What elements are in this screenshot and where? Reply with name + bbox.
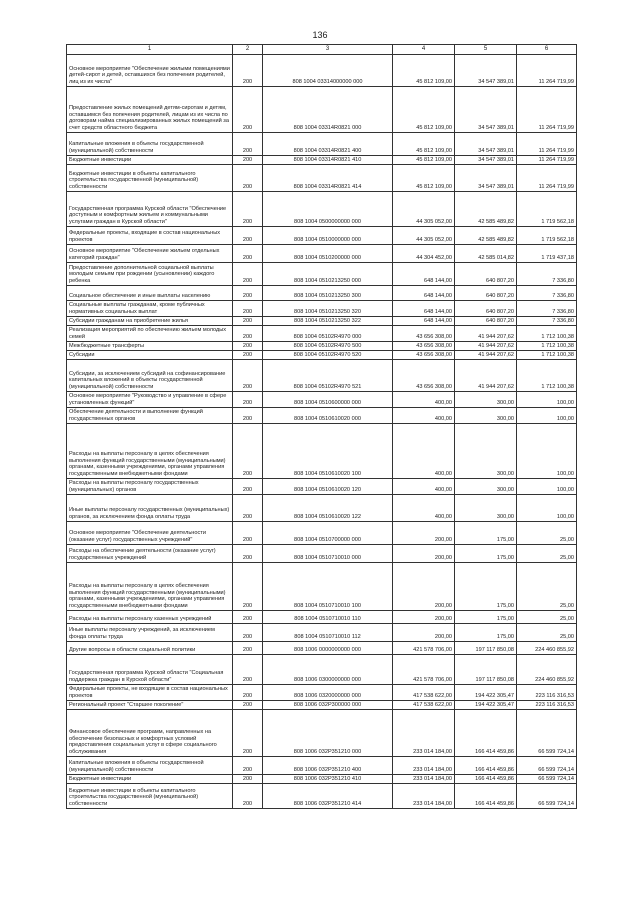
row-executed-amount: 300,00 [455, 424, 517, 479]
row-line-code: 200 [233, 408, 263, 424]
row-approved-amount: 400,00 [393, 424, 455, 479]
row-executed-amount: 42 585 014,82 [455, 245, 517, 263]
table-row [67, 192, 577, 227]
row-unexecuted-amount: 7 336,80 [517, 301, 577, 317]
row-line-code: 200 [233, 710, 263, 757]
row-line-code: 200 [233, 424, 263, 479]
row-unexecuted-amount: 11 264 719,99 [517, 55, 577, 87]
row-approved-amount: 421 578 706,00 [393, 655, 455, 685]
row-executed-amount: 640 807,20 [455, 317, 517, 326]
row-line-code: 200 [233, 286, 263, 301]
row-executed-amount: 42 585 489,82 [455, 192, 517, 227]
header-row [67, 45, 577, 55]
row-executed-amount: 175,00 [455, 563, 517, 611]
row-unexecuted-amount: 100,00 [517, 424, 577, 479]
row-line-code: 200 [233, 655, 263, 685]
table-row [67, 757, 577, 775]
row-classification-code: 808 1006 0000000000 000 [263, 642, 393, 655]
row-line-code: 200 [233, 301, 263, 317]
table-row [67, 655, 577, 685]
row-executed-amount: 194 422 305,47 [455, 685, 517, 701]
row-name: Социальные выплаты гражданам, кроме публичных нормативных социальных выплат [67, 301, 233, 317]
row-approved-amount: 648 144,00 [393, 286, 455, 301]
row-unexecuted-amount: 223 116 316,53 [517, 685, 577, 701]
table-row [67, 301, 577, 317]
row-classification-code: 808 1004 03314R0821 000 [263, 87, 393, 133]
row-approved-amount: 421 578 706,00 [393, 642, 455, 655]
row-approved-amount: 200,00 [393, 624, 455, 642]
row-executed-amount: 300,00 [455, 408, 517, 424]
row-name: Социальное обеспечение и иные выплаты населению [67, 286, 233, 301]
row-unexecuted-amount: 223 116 316,53 [517, 701, 577, 710]
row-executed-amount: 175,00 [455, 624, 517, 642]
row-line-code: 200 [233, 326, 263, 342]
row-approved-amount: 44 305 052,00 [393, 227, 455, 245]
row-unexecuted-amount: 1 719 437,18 [517, 245, 577, 263]
row-executed-amount: 42 585 489,82 [455, 227, 517, 245]
row-line-code: 200 [233, 701, 263, 710]
row-approved-amount: 200,00 [393, 611, 455, 624]
row-unexecuted-amount: 11 264 719,99 [517, 133, 577, 156]
row-approved-amount: 200,00 [393, 522, 455, 545]
row-unexecuted-amount: 100,00 [517, 392, 577, 408]
row-unexecuted-amount: 66 599 724,14 [517, 784, 577, 809]
row-unexecuted-amount: 25,00 [517, 545, 577, 563]
table-row [67, 624, 577, 642]
row-line-code: 200 [233, 624, 263, 642]
table-row [67, 263, 577, 286]
row-executed-amount: 41 944 207,62 [455, 360, 517, 392]
budget-execution-table [66, 44, 577, 809]
row-line-code: 200 [233, 392, 263, 408]
row-name: Предоставление дополнительной социальной выплаты молодым семьям при рождении (усыновлении) каждого ребенка [67, 263, 233, 286]
row-approved-amount: 648 144,00 [393, 263, 455, 286]
row-line-code: 200 [233, 133, 263, 156]
row-name: Субсидии, за исключением субсидий на софинансирование капитальных вложений в объекты государственной (муниципальной) собственности [67, 360, 233, 392]
row-unexecuted-amount: 100,00 [517, 408, 577, 424]
table-row [67, 563, 577, 611]
header-col-1: 1 [67, 45, 233, 55]
row-executed-amount: 41 944 207,62 [455, 342, 517, 351]
row-unexecuted-amount: 1 712 100,38 [517, 342, 577, 351]
row-approved-amount: 233 014 184,00 [393, 775, 455, 784]
row-executed-amount: 34 547 389,01 [455, 156, 517, 165]
row-executed-amount: 166 414 459,86 [455, 757, 517, 775]
row-name: Государственная программа Курской области "Социальная поддержка граждан в Курской области" [67, 655, 233, 685]
row-classification-code: 808 1004 03314R0821 410 [263, 156, 393, 165]
table-row [67, 611, 577, 624]
row-name: Обеспечение деятельности и выполнение функций государственных органов [67, 408, 233, 424]
row-classification-code: 808 1004 05102R4970 520 [263, 351, 393, 360]
row-approved-amount: 45 812 109,00 [393, 165, 455, 192]
row-unexecuted-amount: 1 712 100,38 [517, 351, 577, 360]
table-row [67, 775, 577, 784]
row-executed-amount: 34 547 389,01 [455, 55, 517, 87]
row-name: Другие вопросы в области социальной политики [67, 642, 233, 655]
row-approved-amount: 45 812 109,00 [393, 133, 455, 156]
row-name: Федеральные проекты, входящие в состав национальных проектов [67, 227, 233, 245]
row-unexecuted-amount: 25,00 [517, 522, 577, 545]
row-line-code: 200 [233, 317, 263, 326]
row-unexecuted-amount: 1 719 562,18 [517, 192, 577, 227]
row-classification-code: 808 1004 0510610020 120 [263, 479, 393, 495]
row-name: Межбюджетные трансферты [67, 342, 233, 351]
row-executed-amount: 197 117 850,08 [455, 655, 517, 685]
row-executed-amount: 41 944 207,62 [455, 326, 517, 342]
row-executed-amount: 34 547 389,01 [455, 87, 517, 133]
table-row [67, 55, 577, 87]
row-classification-code: 808 1004 0510213250 300 [263, 286, 393, 301]
row-name: Капитальные вложения в объекты государственной (муниципальной) собственности [67, 133, 233, 156]
row-classification-code: 808 1004 03314R0821 400 [263, 133, 393, 156]
header-col-2: 2 [233, 45, 263, 55]
table-row [67, 392, 577, 408]
row-name: Основное мероприятие "Обеспечение жилыми помещениями детей-сирот и детей, оставшихся без попечения родителей, лиц из их числа" [67, 55, 233, 87]
row-line-code: 200 [233, 775, 263, 784]
row-unexecuted-amount: 100,00 [517, 495, 577, 522]
row-unexecuted-amount: 11 264 719,99 [517, 87, 577, 133]
row-unexecuted-amount: 11 264 719,99 [517, 156, 577, 165]
table-row [67, 156, 577, 165]
row-name: Основное мероприятие "Обеспечение деятельности (оказание услуг) государственных учреждений" [67, 522, 233, 545]
row-approved-amount: 200,00 [393, 545, 455, 563]
row-unexecuted-amount: 7 336,80 [517, 286, 577, 301]
row-name: Субсидии [67, 351, 233, 360]
row-classification-code: 808 1004 0510213250 320 [263, 301, 393, 317]
table-row [67, 342, 577, 351]
row-executed-amount: 41 944 207,62 [455, 351, 517, 360]
row-classification-code: 808 1006 0320000000 000 [263, 685, 393, 701]
row-executed-amount: 34 547 389,01 [455, 165, 517, 192]
row-classification-code: 808 1006 032P351210 000 [263, 710, 393, 757]
table-row [67, 87, 577, 133]
row-executed-amount: 175,00 [455, 611, 517, 624]
row-approved-amount: 45 812 109,00 [393, 55, 455, 87]
row-line-code: 200 [233, 784, 263, 809]
row-name: Предоставление жилых помещений детям-сиротам и детям, оставшимся без попечения родителей, лицам из их числа по договорам найма специализированных жилых помещений за счет средств областного бюджета [67, 87, 233, 133]
row-line-code: 200 [233, 165, 263, 192]
row-executed-amount: 197 117 850,08 [455, 642, 517, 655]
row-approved-amount: 45 812 109,00 [393, 87, 455, 133]
row-name: Расходы на выплаты персоналу в целях обеспечения выполнения функций государственными (муниципальными) органами, казенными учреждениями, органами управления государственными внебюджетными фондами [67, 424, 233, 479]
table-body [67, 55, 577, 809]
row-classification-code: 808 1004 0510610020 000 [263, 408, 393, 424]
row-classification-code: 808 1004 0510710010 112 [263, 624, 393, 642]
row-name: Финансовое обеспечение программ, направленных на обеспечение безопасных и комфортных условий предоставления социальных услуг в сфере социального обслуживания [67, 710, 233, 757]
row-unexecuted-amount: 7 336,80 [517, 317, 577, 326]
row-line-code: 200 [233, 342, 263, 351]
row-line-code: 200 [233, 545, 263, 563]
row-executed-amount: 166 414 459,86 [455, 784, 517, 809]
row-unexecuted-amount: 25,00 [517, 611, 577, 624]
row-name: Бюджетные инвестиции [67, 775, 233, 784]
row-classification-code: 808 1006 032P300000 000 [263, 701, 393, 710]
row-unexecuted-amount: 7 336,80 [517, 263, 577, 286]
row-approved-amount: 233 014 184,00 [393, 757, 455, 775]
row-classification-code: 808 1004 0510700000 000 [263, 522, 393, 545]
row-approved-amount: 400,00 [393, 408, 455, 424]
row-unexecuted-amount: 66 599 724,14 [517, 710, 577, 757]
row-executed-amount: 194 422 305,47 [455, 701, 517, 710]
row-unexecuted-amount: 66 599 724,14 [517, 757, 577, 775]
table-row [67, 495, 577, 522]
row-line-code: 200 [233, 495, 263, 522]
row-unexecuted-amount: 100,00 [517, 479, 577, 495]
row-name: Иные выплаты персоналу государственных (муниципальных) органов, за исключением фонда оплаты труда [67, 495, 233, 522]
row-executed-amount: 300,00 [455, 495, 517, 522]
header-col-4: 4 [393, 45, 455, 55]
row-name: Основное мероприятие "Обеспечение жильем отдельных категорий граждан" [67, 245, 233, 263]
row-approved-amount: 43 656 308,00 [393, 326, 455, 342]
row-classification-code: 808 1006 0300000000 000 [263, 655, 393, 685]
row-name: Региональный проект "Старшее поколение" [67, 701, 233, 710]
row-classification-code: 808 1004 05102R4970 000 [263, 326, 393, 342]
row-name: Иные выплаты персоналу учреждений, за исключением фонда оплаты труда [67, 624, 233, 642]
row-executed-amount: 175,00 [455, 522, 517, 545]
row-classification-code: 808 1004 0510610020 122 [263, 495, 393, 522]
row-approved-amount: 417 538 622,00 [393, 685, 455, 701]
row-approved-amount: 233 014 184,00 [393, 710, 455, 757]
row-classification-code: 808 1004 05102R4970 500 [263, 342, 393, 351]
table-row [67, 286, 577, 301]
row-executed-amount: 300,00 [455, 392, 517, 408]
row-unexecuted-amount: 66 599 724,14 [517, 775, 577, 784]
row-unexecuted-amount: 11 264 719,99 [517, 165, 577, 192]
row-line-code: 200 [233, 642, 263, 655]
row-classification-code: 808 1004 0510213250 000 [263, 263, 393, 286]
row-classification-code: 808 1004 03314R0821 414 [263, 165, 393, 192]
table-row [67, 133, 577, 156]
header-col-6: 6 [517, 45, 577, 55]
row-classification-code: 808 1004 05102R4970 521 [263, 360, 393, 392]
row-line-code: 200 [233, 479, 263, 495]
row-name: Бюджетные инвестиции [67, 156, 233, 165]
row-approved-amount: 44 305 052,00 [393, 192, 455, 227]
header-col-5: 5 [455, 45, 517, 55]
row-name: Бюджетные инвестиции в объекты капитального строительства государственной (муниципальной) собственности [67, 784, 233, 809]
row-unexecuted-amount: 25,00 [517, 563, 577, 611]
row-classification-code: 808 1004 0510000000 000 [263, 227, 393, 245]
table-row [67, 710, 577, 757]
row-line-code: 200 [233, 351, 263, 360]
row-approved-amount: 648 144,00 [393, 301, 455, 317]
row-line-code: 200 [233, 87, 263, 133]
table-row [67, 545, 577, 563]
row-approved-amount: 43 656 308,00 [393, 351, 455, 360]
table-header [67, 45, 577, 55]
row-approved-amount: 43 656 308,00 [393, 360, 455, 392]
row-classification-code: 808 1006 032P351210 400 [263, 757, 393, 775]
row-line-code: 200 [233, 685, 263, 701]
row-classification-code: 808 1004 0510213250 322 [263, 317, 393, 326]
row-executed-amount: 640 807,20 [455, 286, 517, 301]
row-name: Капитальные вложения в объекты государственной (муниципальной) собственности [67, 757, 233, 775]
row-unexecuted-amount: 224 460 855,92 [517, 642, 577, 655]
row-approved-amount: 400,00 [393, 495, 455, 522]
row-approved-amount: 200,00 [393, 563, 455, 611]
row-name: Расходы на выплаты персоналу казенных учреждений [67, 611, 233, 624]
row-approved-amount: 400,00 [393, 479, 455, 495]
row-line-code: 200 [233, 360, 263, 392]
row-approved-amount: 648 144,00 [393, 317, 455, 326]
table-row [67, 479, 577, 495]
row-name: Реализация мероприятий по обеспечению жильем молодых семей [67, 326, 233, 342]
table-row [67, 408, 577, 424]
row-line-code: 200 [233, 245, 263, 263]
row-name: Расходы на обеспечение деятельности (оказание услуг) государственных учреждений [67, 545, 233, 563]
row-executed-amount: 175,00 [455, 545, 517, 563]
row-approved-amount: 233 014 184,00 [393, 784, 455, 809]
row-line-code: 200 [233, 263, 263, 286]
table-row [67, 227, 577, 245]
row-unexecuted-amount: 1 712 100,38 [517, 326, 577, 342]
row-line-code: 200 [233, 55, 263, 87]
row-name: Расходы на выплаты персоналу государственных (муниципальных) органов [67, 479, 233, 495]
table-row [67, 165, 577, 192]
row-unexecuted-amount: 1 712 100,38 [517, 360, 577, 392]
row-unexecuted-amount: 25,00 [517, 624, 577, 642]
row-executed-amount: 640 807,20 [455, 301, 517, 317]
row-approved-amount: 417 538 622,00 [393, 701, 455, 710]
row-line-code: 200 [233, 757, 263, 775]
table-row [67, 424, 577, 479]
table-row [67, 245, 577, 263]
table-row [67, 360, 577, 392]
table-row [67, 317, 577, 326]
row-classification-code: 808 1006 032P351210 410 [263, 775, 393, 784]
header-col-3: 3 [263, 45, 393, 55]
row-name: Бюджетные инвестиции в объекты капитального строительства государственной (муниципальной) собственности [67, 165, 233, 192]
row-line-code: 200 [233, 611, 263, 624]
row-classification-code: 808 1004 0510710010 100 [263, 563, 393, 611]
page-number: 136 [312, 30, 328, 40]
row-approved-amount: 400,00 [393, 392, 455, 408]
row-unexecuted-amount: 1 719 562,18 [517, 227, 577, 245]
table-row [67, 326, 577, 342]
row-executed-amount: 166 414 459,86 [455, 710, 517, 757]
row-executed-amount: 166 414 459,86 [455, 775, 517, 784]
row-classification-code: 808 1006 032P351210 414 [263, 784, 393, 809]
table-row [67, 351, 577, 360]
row-classification-code: 808 1004 03314000000 000 [263, 55, 393, 87]
row-name: Субсидии гражданам на приобретение жилья [67, 317, 233, 326]
row-classification-code: 808 1004 0510710010 000 [263, 545, 393, 563]
row-executed-amount: 640 807,20 [455, 263, 517, 286]
table-row [67, 522, 577, 545]
row-classification-code: 808 1004 0510610020 100 [263, 424, 393, 479]
row-approved-amount: 45 812 109,00 [393, 156, 455, 165]
row-line-code: 200 [233, 563, 263, 611]
table-row [67, 701, 577, 710]
table-row [67, 685, 577, 701]
row-classification-code: 808 1004 0500000000 000 [263, 192, 393, 227]
table-row [67, 784, 577, 809]
row-approved-amount: 43 656 308,00 [393, 342, 455, 351]
row-classification-code: 808 1004 0510200000 000 [263, 245, 393, 263]
row-classification-code: 808 1004 0510710010 110 [263, 611, 393, 624]
row-approved-amount: 44 304 452,00 [393, 245, 455, 263]
table-row [67, 642, 577, 655]
row-line-code: 200 [233, 192, 263, 227]
row-name: Расходы на выплаты персоналу в целях обеспечения выполнения функций государственными (муниципальными) органами, казенными учреждениями, органами управления государственными внебюджетными фондами [67, 563, 233, 611]
row-line-code: 200 [233, 156, 263, 165]
row-unexecuted-amount: 224 460 855,92 [517, 655, 577, 685]
row-line-code: 200 [233, 227, 263, 245]
row-executed-amount: 34 547 389,01 [455, 133, 517, 156]
row-line-code: 200 [233, 522, 263, 545]
row-name: Федеральные проекты, не входящие в состав национальных проектов [67, 685, 233, 701]
row-classification-code: 808 1004 0510600000 000 [263, 392, 393, 408]
row-executed-amount: 300,00 [455, 479, 517, 495]
row-name: Основное мероприятие "Руководство и управление в сфере установленных функций" [67, 392, 233, 408]
row-name: Государственная программа Курской области "Обеспечение доступным и комфортным жильем и коммунальными услугами граждан в Курской области" [67, 192, 233, 227]
